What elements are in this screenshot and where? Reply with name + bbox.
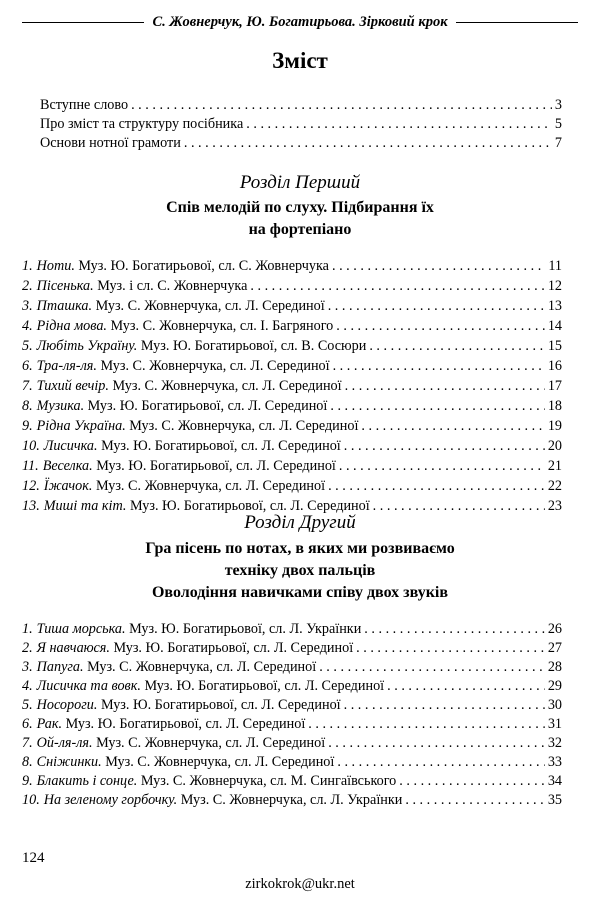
song-credits: Муз. Ю. Богатирьової, сл. Л. Серединої bbox=[65, 716, 306, 732]
song-title: Папуга. bbox=[36, 659, 84, 675]
song-credits: Муз. С. Жовнерчука, сл. Л. Серединої bbox=[105, 754, 335, 770]
song-title: Миші та кіт. bbox=[43, 498, 127, 514]
dot-leader bbox=[387, 677, 545, 696]
song-number: 9. bbox=[22, 418, 33, 434]
dot-leader bbox=[364, 620, 545, 639]
dot-leader bbox=[330, 397, 544, 416]
song-title: Рідна Україна. bbox=[36, 418, 126, 434]
song-credits: Муз. Ю. Богатирьової, сл. Л. Серединої bbox=[87, 398, 328, 414]
dot-leader bbox=[369, 337, 545, 356]
toc-entry-page: 5 bbox=[554, 116, 562, 132]
toc-entry[interactable] bbox=[40, 134, 562, 153]
song-page: 30 bbox=[547, 697, 562, 713]
dot-leader bbox=[344, 437, 545, 456]
song-page: 20 bbox=[547, 438, 562, 454]
dot-leader bbox=[246, 115, 552, 134]
song-page: 21 bbox=[547, 458, 562, 474]
song-entry[interactable] bbox=[22, 317, 562, 336]
section-2-title-line-3: Оволодіння навичками співу двох звуків bbox=[151, 584, 449, 601]
song-title: Пісенька. bbox=[36, 278, 94, 294]
toc-entry-page: 3 bbox=[554, 97, 562, 113]
song-number: 8. bbox=[22, 398, 33, 414]
song-page: 18 bbox=[547, 398, 562, 414]
song-number: 13. bbox=[22, 498, 40, 514]
song-number: 2. bbox=[22, 278, 33, 294]
dot-leader bbox=[328, 734, 545, 753]
dot-leader bbox=[131, 96, 552, 115]
song-entry[interactable] bbox=[22, 357, 562, 376]
song-number: 12. bbox=[22, 478, 40, 494]
dot-leader bbox=[337, 753, 544, 772]
dot-leader bbox=[308, 715, 545, 734]
section-2-title-line-1: Гра пісень по нотах, в яких ми розвиваємо bbox=[145, 540, 455, 557]
song-entry[interactable] bbox=[22, 715, 562, 734]
song-number: 5. bbox=[22, 338, 33, 354]
song-page: 28 bbox=[547, 659, 562, 675]
song-entry[interactable] bbox=[22, 437, 562, 456]
song-credits: Муз. і сл. С. Жовнерчука bbox=[97, 278, 248, 294]
song-entry[interactable] bbox=[22, 620, 562, 639]
dot-leader bbox=[356, 639, 545, 658]
section-1-title-line-1: Спів мелодій по слуху. Підбирання їх bbox=[166, 199, 434, 216]
header-rule-left bbox=[22, 22, 144, 23]
song-entry[interactable] bbox=[22, 753, 562, 772]
song-title: Я навчаюся. bbox=[36, 640, 110, 656]
song-title: Рідна мова. bbox=[36, 318, 107, 334]
dot-leader bbox=[339, 457, 545, 476]
section-2-title-line-2: техніку двох пальців bbox=[224, 562, 376, 579]
song-title: Ой-ля-ля. bbox=[36, 735, 93, 751]
song-number: 3. bbox=[22, 659, 33, 675]
song-entry[interactable] bbox=[22, 417, 562, 436]
song-page: 12 bbox=[547, 278, 562, 294]
song-title: Носороги. bbox=[36, 697, 98, 713]
song-credits: Муз. С. Жовнерчука, сл. Л. Серединої bbox=[112, 378, 342, 394]
song-number: 6. bbox=[22, 716, 33, 732]
song-entry[interactable] bbox=[22, 257, 562, 276]
song-credits: Муз. С. Жовнерчука, сл. Л. Серединої bbox=[96, 735, 326, 751]
song-credits: Муз. Ю. Богатирьової, сл. Л. Серединої bbox=[100, 697, 341, 713]
song-credits: Муз. С. Жовнерчука, сл. І. Багряного bbox=[110, 318, 334, 334]
song-title: Лисичка. bbox=[43, 438, 98, 454]
song-credits: Муз. Ю. Богатирьової, сл. Л. Серединої bbox=[113, 640, 354, 656]
song-credits: Муз. С. Жовнерчука, сл. Л. Серединої bbox=[87, 659, 317, 675]
song-page: 23 bbox=[547, 498, 562, 514]
dot-leader bbox=[250, 277, 544, 296]
song-credits: Муз. Ю. Богатирьової, сл. В. Сосюри bbox=[140, 338, 367, 354]
song-credits: Муз. С. Жовнерчука, сл. Л. Серединої bbox=[95, 298, 325, 314]
dot-leader bbox=[184, 134, 552, 153]
song-title: Рак. bbox=[36, 716, 63, 732]
song-credits: Муз. С. Жовнерчука, сл. Л. Серединої bbox=[95, 478, 326, 494]
song-entry[interactable] bbox=[22, 297, 562, 316]
song-entry[interactable] bbox=[22, 457, 562, 476]
header-rule-right bbox=[456, 22, 578, 23]
song-title: Сніжинки. bbox=[36, 754, 102, 770]
song-entry[interactable] bbox=[22, 337, 562, 356]
page-title: Зміст bbox=[272, 48, 328, 73]
song-number: 11. bbox=[22, 458, 39, 474]
song-credits: Муз. С. Жовнерчука, сл. Л. Серединої bbox=[129, 418, 359, 434]
song-page: 29 bbox=[547, 678, 562, 694]
song-credits: Муз. С. Жовнерчука, сл. М. Сингаївського bbox=[140, 773, 397, 789]
running-header bbox=[22, 12, 578, 32]
song-title: Пташка. bbox=[36, 298, 93, 314]
song-page: 22 bbox=[547, 478, 562, 494]
song-title: Тихий вечір. bbox=[36, 378, 109, 394]
section-2-label: Розділ Другий bbox=[244, 512, 356, 533]
song-entry[interactable] bbox=[22, 277, 562, 296]
dot-leader bbox=[405, 791, 544, 810]
dot-leader bbox=[333, 357, 545, 376]
dot-leader bbox=[344, 696, 545, 715]
song-page: 16 bbox=[547, 358, 562, 374]
page-number: 124 bbox=[22, 850, 45, 866]
song-credits: Муз. Ю. Богатирьової, сл. Л. Серединої bbox=[101, 438, 341, 454]
song-title: Блакить і сонце. bbox=[36, 773, 138, 789]
song-entry[interactable] bbox=[22, 658, 562, 677]
dot-leader bbox=[345, 377, 545, 396]
song-credits: Муз. С. Жовнерчука, сл. Л. Українки bbox=[180, 792, 403, 808]
song-number: 7. bbox=[22, 378, 33, 394]
song-entry[interactable] bbox=[22, 696, 562, 715]
toc-entry-text: Основи нотної грамоти bbox=[40, 135, 181, 151]
song-title: Любіть Україну. bbox=[36, 338, 138, 354]
song-credits: Муз. Ю. Богатирьової, сл. Л. Серединої bbox=[130, 498, 370, 514]
song-number: 1. bbox=[22, 621, 33, 637]
footer-email[interactable]: zirkokrok@ukr.net bbox=[245, 876, 355, 892]
song-page: 33 bbox=[547, 754, 562, 770]
song-credits: Муз. Ю. Богатирьової, сл. С. Жовнерчука bbox=[78, 258, 329, 274]
song-title: Їжачок. bbox=[43, 478, 93, 494]
song-entry[interactable] bbox=[22, 397, 562, 416]
song-number: 6. bbox=[22, 358, 33, 374]
song-number: 1. bbox=[22, 258, 33, 274]
song-page: 15 bbox=[547, 338, 562, 354]
toc-entry-text: Вступне слово bbox=[40, 97, 129, 113]
song-entry[interactable] bbox=[22, 734, 562, 753]
song-number: 10. bbox=[22, 792, 40, 808]
song-page: 32 bbox=[547, 735, 562, 751]
section-1-label: Розділ Перший bbox=[239, 172, 361, 193]
song-number: 3. bbox=[22, 298, 33, 314]
song-number: 8. bbox=[22, 754, 33, 770]
song-title: Музика. bbox=[36, 398, 85, 414]
song-number: 5. bbox=[22, 697, 33, 713]
song-number: 7. bbox=[22, 735, 33, 751]
song-title: Тиша морська. bbox=[36, 621, 126, 637]
song-title: Ноти. bbox=[36, 258, 75, 274]
song-entry[interactable] bbox=[22, 772, 562, 791]
song-title: На зеленому горбочку. bbox=[43, 792, 178, 808]
song-page: 19 bbox=[547, 418, 562, 434]
song-number: 10. bbox=[22, 438, 40, 454]
song-credits: Муз. Ю. Богатирьової, сл. Л. Українки bbox=[129, 621, 362, 637]
song-page: 35 bbox=[547, 792, 562, 808]
song-title: Тра-ля-ля. bbox=[36, 358, 97, 374]
song-credits: Муз. Ю. Богатирьової, сл. Л. Серединої bbox=[96, 458, 336, 474]
song-page: 26 bbox=[547, 621, 562, 637]
song-credits: Муз. Ю. Богатирьової, сл. Л. Серединої bbox=[144, 678, 385, 694]
song-title: Веселка. bbox=[42, 458, 93, 474]
running-title: С. Жовнерчук, Ю. Богатирьова. Зірковий крок bbox=[152, 13, 448, 30]
toc-entry-page: 7 bbox=[554, 135, 562, 151]
song-page: 13 bbox=[547, 298, 562, 314]
song-number: 2. bbox=[22, 640, 33, 656]
song-entry[interactable] bbox=[22, 377, 562, 396]
section-1-title-line-2: на фортепіано bbox=[248, 221, 352, 238]
toc-entry[interactable] bbox=[40, 115, 562, 134]
dot-leader bbox=[328, 477, 545, 496]
song-number: 4. bbox=[22, 678, 33, 694]
dot-leader bbox=[336, 317, 545, 336]
song-title: Лисичка та вовк. bbox=[36, 678, 141, 694]
song-page: 34 bbox=[547, 773, 562, 789]
song-entry[interactable] bbox=[22, 677, 562, 696]
dot-leader bbox=[328, 297, 545, 316]
toc-entry[interactable] bbox=[40, 96, 562, 115]
song-page: 14 bbox=[547, 318, 562, 334]
song-entry[interactable] bbox=[22, 477, 562, 496]
song-entry[interactable] bbox=[22, 791, 562, 810]
song-page: 11 bbox=[548, 258, 562, 274]
song-page: 31 bbox=[547, 716, 562, 732]
song-number: 9. bbox=[22, 773, 33, 789]
song-page: 17 bbox=[547, 378, 562, 394]
song-credits: Муз. С. Жовнерчука, сл. Л. Серединої bbox=[100, 358, 330, 374]
dot-leader bbox=[332, 257, 545, 276]
dot-leader bbox=[399, 772, 545, 791]
song-entry[interactable] bbox=[22, 639, 562, 658]
song-number: 4. bbox=[22, 318, 33, 334]
song-page: 27 bbox=[547, 640, 562, 656]
dot-leader bbox=[319, 658, 545, 677]
dot-leader bbox=[361, 417, 544, 436]
toc-entry-text: Про зміст та структуру посібника bbox=[40, 116, 244, 132]
